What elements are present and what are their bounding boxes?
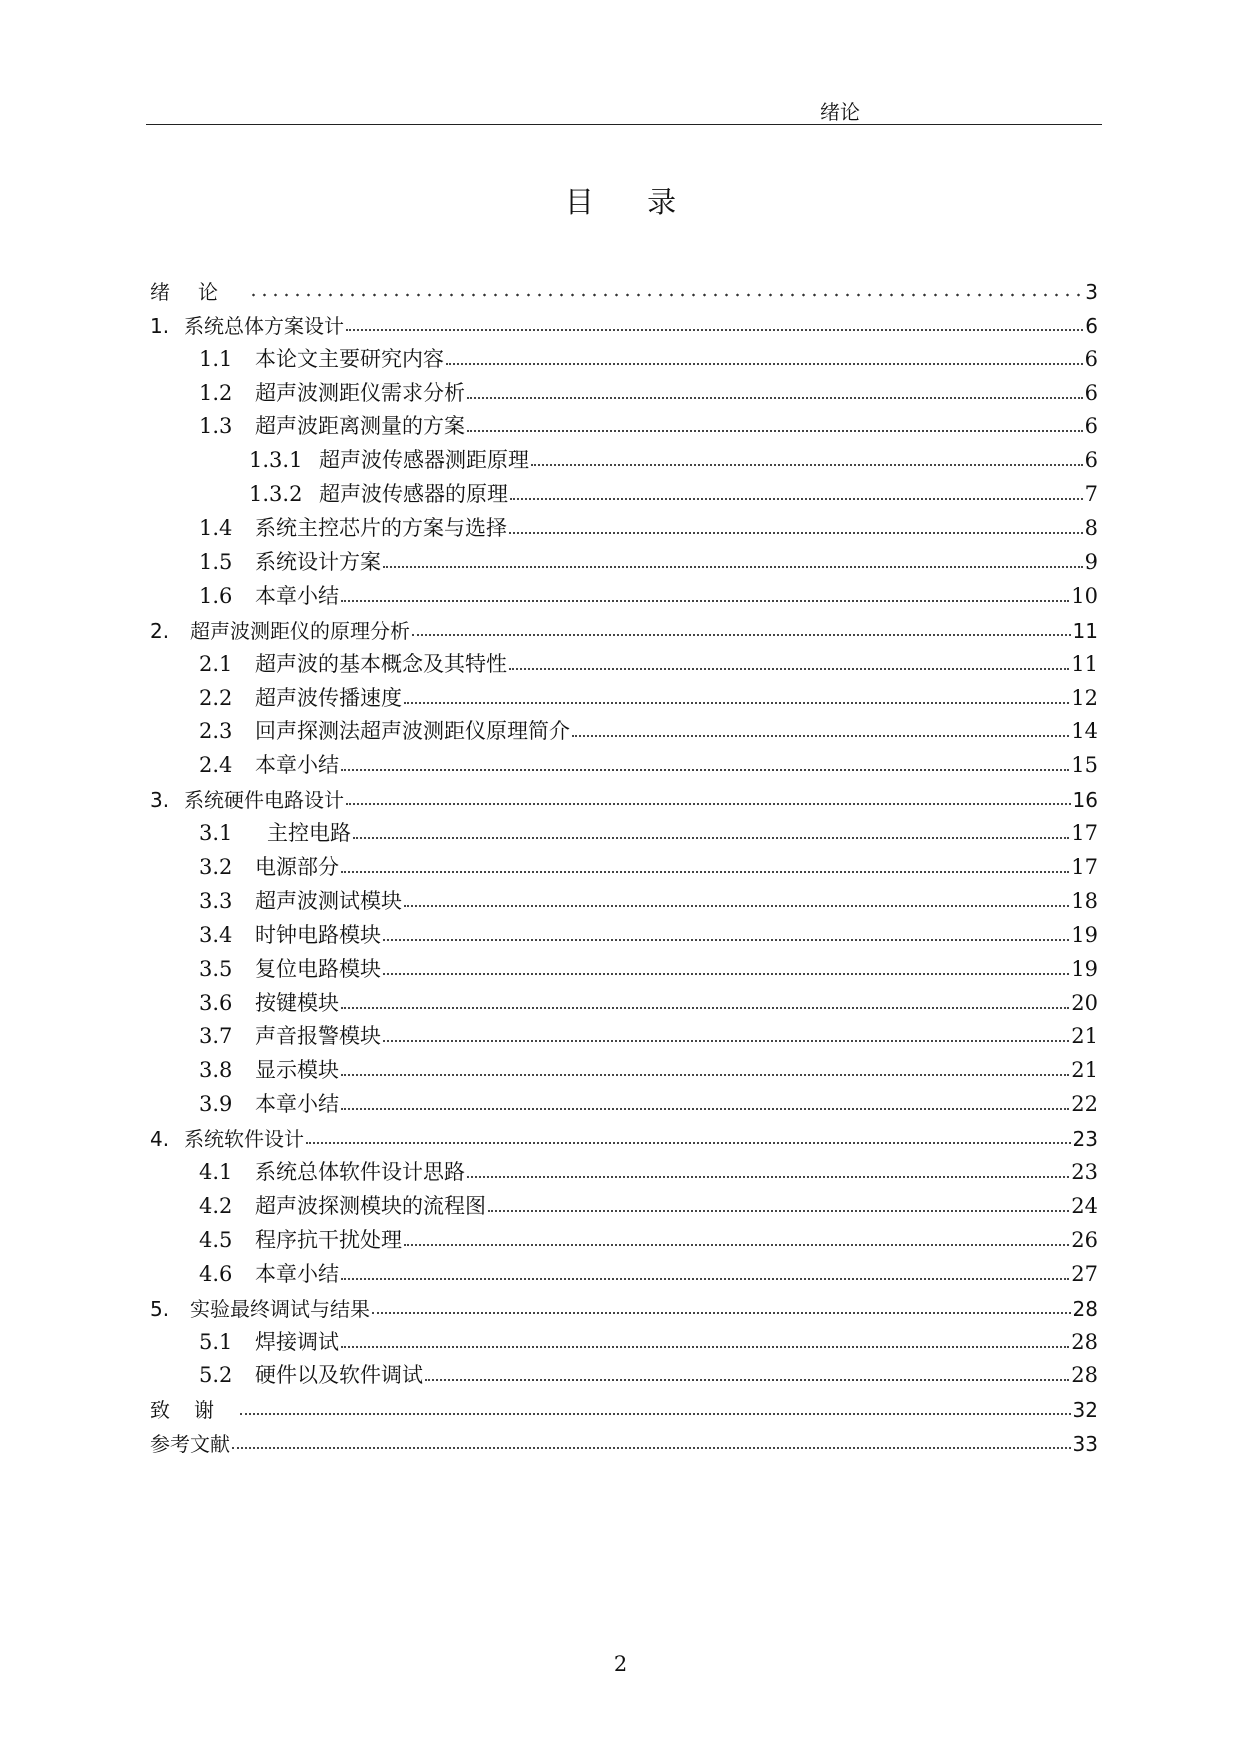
toc-entry[interactable] xyxy=(150,1251,1098,1285)
toc-entry-label: 系统总体软件设计思路 xyxy=(255,1160,465,1185)
toc-entry-number: 5. xyxy=(150,1296,170,1321)
dot-leader xyxy=(467,397,1083,399)
toc-entry-page: 26 xyxy=(1071,1227,1098,1252)
toc-entry-number: 3.6 xyxy=(199,990,233,1015)
toc-entry-number: 3.5 xyxy=(199,956,233,981)
toc-entry[interactable] xyxy=(150,810,1098,844)
dot-leader xyxy=(531,464,1083,466)
toc-entry[interactable] xyxy=(150,539,1098,573)
toc-entry[interactable] xyxy=(150,1386,1098,1423)
toc-entry[interactable] xyxy=(150,675,1098,709)
dot-leader xyxy=(341,871,1069,873)
toc-entry-page: 19 xyxy=(1071,956,1098,981)
toc-entry-label: 时钟电路模块 xyxy=(255,922,381,947)
dot-leader xyxy=(372,1312,1071,1314)
toc-entry[interactable] xyxy=(150,471,1098,505)
toc-entry-label: 参考文献 xyxy=(150,1432,230,1457)
toc-entry-label: 实验最终调试与结果 xyxy=(190,1296,370,1321)
toc-entry-label: 程序抗干扰处理 xyxy=(255,1227,402,1252)
toc-entry-label: 系统硬件电路设计 xyxy=(184,788,344,813)
toc-entry-page: 18 xyxy=(1071,888,1098,913)
toc-entry-page: 11 xyxy=(1072,618,1098,643)
toc-entry-number: 4. xyxy=(150,1127,170,1152)
toc-entry-label: 焊接调试 xyxy=(255,1329,339,1354)
toc-entry[interactable] xyxy=(150,641,1098,675)
toc-entry[interactable] xyxy=(150,776,1098,813)
toc-entry[interactable] xyxy=(150,946,1098,980)
dot-leader xyxy=(240,1413,1071,1415)
table-of-contents xyxy=(150,268,1098,1457)
toc-entry-page: 21 xyxy=(1071,1024,1098,1049)
toc-entry-number: 1.3.1 xyxy=(249,448,303,473)
toc-entry[interactable] xyxy=(150,437,1098,471)
toc-entry-page: 23 xyxy=(1071,1160,1098,1185)
toc-entry-number: 1.1 xyxy=(199,346,233,371)
toc-entry-label: 系统主控芯片的方案与选择 xyxy=(255,516,507,541)
dot-leader xyxy=(467,1176,1069,1178)
page-number: 2 xyxy=(613,1652,628,1676)
toc-entry-number: 3.3 xyxy=(199,888,233,913)
toc-entry-label: 按键模块 xyxy=(255,990,339,1015)
toc-entry-page: 15 xyxy=(1071,753,1098,778)
dot-leader xyxy=(412,634,1071,636)
toc-entry[interactable] xyxy=(150,1047,1098,1081)
toc-entry-page: 20 xyxy=(1071,990,1098,1015)
toc-entry-page: 16 xyxy=(1072,788,1098,813)
toc-entry[interactable] xyxy=(150,607,1098,641)
toc-entry-page: 24 xyxy=(1071,1193,1098,1218)
toc-entry-label: 系统设计方案 xyxy=(255,550,381,575)
toc-entry-page: 6 xyxy=(1084,448,1098,473)
toc-entry-page: 22 xyxy=(1071,1092,1098,1117)
dot-leader xyxy=(446,363,1083,365)
toc-entry-page: 9 xyxy=(1084,550,1098,575)
toc-entry[interactable] xyxy=(150,1285,1098,1319)
toc-entry[interactable] xyxy=(150,1353,1098,1387)
toc-entry-label: 硬件以及软件调试 xyxy=(255,1363,423,1388)
toc-entry-label: 本论文主要研究内容 xyxy=(255,346,444,371)
toc-entry-label: 绪论 xyxy=(150,279,246,304)
dot-leader xyxy=(509,532,1083,534)
toc-entry-page: 19 xyxy=(1071,922,1098,947)
toc-entry-label: 复位电路模块 xyxy=(255,956,381,981)
toc-entry-label: 本章小结 xyxy=(255,583,339,608)
toc-entry-number: 2.1 xyxy=(199,651,233,676)
dot-leader xyxy=(404,905,1069,907)
toc-entry-number: 1. xyxy=(150,313,170,338)
toc-entry-page: 11 xyxy=(1071,651,1098,676)
toc-entry-label: 超声波距离测量的方案 xyxy=(255,414,465,439)
dot-leader xyxy=(383,973,1069,975)
toc-entry-number: 2.4 xyxy=(199,753,233,778)
toc-entry-number: 4.2 xyxy=(199,1193,233,1218)
dot-leader xyxy=(232,1447,1071,1449)
toc-entry[interactable] xyxy=(150,1217,1098,1251)
toc-entry[interactable] xyxy=(150,1081,1098,1115)
toc-entry-page: 17 xyxy=(1071,821,1098,846)
toc-entry-page: 6 xyxy=(1084,346,1098,371)
toc-entry-page: 28 xyxy=(1072,1296,1098,1321)
dot-leader xyxy=(383,566,1083,568)
toc-entry[interactable] xyxy=(150,336,1098,370)
dot-leader xyxy=(488,1210,1069,1212)
dot-leader xyxy=(341,1278,1069,1280)
toc-entry-label: 电源部分 xyxy=(255,855,339,880)
dot-leader xyxy=(341,1108,1069,1110)
toc-entry-label: 声音报警模块 xyxy=(255,1024,381,1049)
toc-entry-number: 3.1 xyxy=(199,821,233,846)
dot-leader xyxy=(341,1074,1069,1076)
dot-leader xyxy=(353,837,1069,839)
toc-entry[interactable] xyxy=(150,912,1098,946)
toc-entry-page: 14 xyxy=(1071,719,1098,744)
toc-entry-number: 4.6 xyxy=(199,1261,233,1286)
header-rule xyxy=(146,124,1102,125)
toc-entry[interactable] xyxy=(150,505,1098,539)
dot-leader xyxy=(509,668,1069,670)
toc-entry[interactable] xyxy=(150,742,1098,776)
toc-entry-number: 2. xyxy=(150,618,170,643)
toc-entry-number: 3.8 xyxy=(199,1058,233,1083)
toc-entry-page: 7 xyxy=(1084,482,1098,507)
toc-entry[interactable] xyxy=(150,1014,1098,1048)
toc-entry-number: 1.2 xyxy=(199,380,233,405)
toc-entry-number: 4.5 xyxy=(199,1227,233,1252)
dot-leader xyxy=(467,430,1083,432)
toc-entry-page: 23 xyxy=(1072,1127,1098,1152)
toc-entry-number: 3.2 xyxy=(199,855,233,880)
toc-entry[interactable] xyxy=(150,573,1098,607)
dot-leader xyxy=(341,1346,1069,1348)
dot-leader xyxy=(572,735,1069,737)
toc-entry-page: 8 xyxy=(1084,516,1098,541)
toc-entry-label: 超声波测距仪的原理分析 xyxy=(190,618,410,643)
toc-entry[interactable] xyxy=(150,404,1098,438)
toc-entry-label: 系统软件设计 xyxy=(184,1127,304,1152)
toc-entry-number: 1.3.2 xyxy=(249,482,303,507)
dot-leader xyxy=(341,769,1069,771)
toc-entry[interactable] xyxy=(150,1149,1098,1183)
dot-leader xyxy=(383,939,1069,941)
toc-entry-page: 33 xyxy=(1072,1432,1098,1457)
toc-entry[interactable] xyxy=(150,370,1098,404)
toc-entry[interactable] xyxy=(150,1115,1098,1152)
toc-entry-page: 6 xyxy=(1085,313,1098,338)
toc-entry-page: 6 xyxy=(1084,414,1098,439)
dot-leader xyxy=(346,803,1071,805)
dot-leader xyxy=(306,1142,1071,1144)
dot-leader xyxy=(341,600,1069,602)
toc-entry-number: 3.4 xyxy=(199,922,233,947)
toc-entry-number: 5.1 xyxy=(199,1329,233,1354)
toc-entry-label: 本章小结 xyxy=(255,1261,339,1286)
toc-entry-number: 2.3 xyxy=(199,719,233,744)
toc-entry-page: 28 xyxy=(1071,1363,1098,1388)
toc-entry-page: 3 xyxy=(1085,279,1098,304)
toc-entry[interactable] xyxy=(150,1420,1098,1457)
toc-entry-page: 17 xyxy=(1071,855,1098,880)
toc-entry-page: 10 xyxy=(1071,583,1098,608)
toc-entry-label: 本章小结 xyxy=(255,753,339,778)
toc-entry-number: 1.3 xyxy=(199,414,233,439)
dot-leader xyxy=(510,498,1083,500)
toc-entry-label: 超声波测试模块 xyxy=(255,888,402,913)
toc-entry-number: 1.5 xyxy=(199,550,233,575)
toc-entry-page: 27 xyxy=(1071,1261,1098,1286)
toc-entry-label: 超声波传感器的原理 xyxy=(319,482,508,507)
dot-leader xyxy=(425,1379,1069,1381)
toc-entry-label: 超声波传播速度 xyxy=(255,685,402,710)
toc-entry-number: 1.6 xyxy=(199,583,233,608)
dot-leader xyxy=(341,1007,1069,1009)
toc-entry-label: 本章小结 xyxy=(255,1092,339,1117)
toc-entry-number: 5.2 xyxy=(199,1363,233,1388)
toc-entry-label: 超声波的基本概念及其特性 xyxy=(255,651,507,676)
toc-entry-number: 1.4 xyxy=(199,516,233,541)
running-header xyxy=(0,96,1241,126)
toc-entry-page: 32 xyxy=(1072,1398,1098,1423)
toc-entry-label: 显示模块 xyxy=(255,1058,339,1083)
toc-entry-label: 超声波测距仪需求分析 xyxy=(255,380,465,405)
dot-leader xyxy=(404,1244,1069,1246)
toc-entry[interactable] xyxy=(150,268,1098,302)
toc-entry[interactable] xyxy=(150,980,1098,1014)
toc-entry-number: 3.9 xyxy=(199,1092,233,1117)
toc-entry-label: 超声波探测模块的流程图 xyxy=(255,1193,486,1218)
toc-entry[interactable] xyxy=(150,302,1098,336)
toc-title: 目 录 xyxy=(564,185,699,219)
toc-entry-number: 3.7 xyxy=(199,1024,233,1049)
toc-entry-number: 4.1 xyxy=(199,1160,233,1185)
toc-entry[interactable] xyxy=(150,1183,1098,1217)
toc-entry-page: 21 xyxy=(1071,1058,1098,1083)
toc-entry-label: 回声探测法超声波测距仪原理简介 xyxy=(255,719,570,744)
dot-leader xyxy=(404,702,1069,704)
toc-entry[interactable] xyxy=(150,844,1098,878)
toc-entry-page: 12 xyxy=(1071,685,1098,710)
dot-leader xyxy=(346,329,1083,331)
toc-entry-page: 6 xyxy=(1084,380,1098,405)
toc-entry[interactable] xyxy=(150,1319,1098,1353)
toc-entry-label: 系统总体方案设计 xyxy=(184,313,344,338)
toc-entry-page: 28 xyxy=(1071,1329,1098,1354)
running-header-title: 绪论 xyxy=(820,100,860,124)
toc-entry-label: 超声波传感器测距原理 xyxy=(319,448,529,473)
toc-entry[interactable] xyxy=(150,878,1098,912)
toc-entry-number: 2.2 xyxy=(199,685,233,710)
dot-leader xyxy=(248,292,1083,298)
toc-entry-label: 致谢 xyxy=(150,1398,238,1423)
toc-entry-label: 主控电路 xyxy=(267,821,351,846)
dot-leader xyxy=(383,1040,1069,1042)
toc-entry[interactable] xyxy=(150,709,1098,743)
toc-entry-number: 3. xyxy=(150,788,170,813)
